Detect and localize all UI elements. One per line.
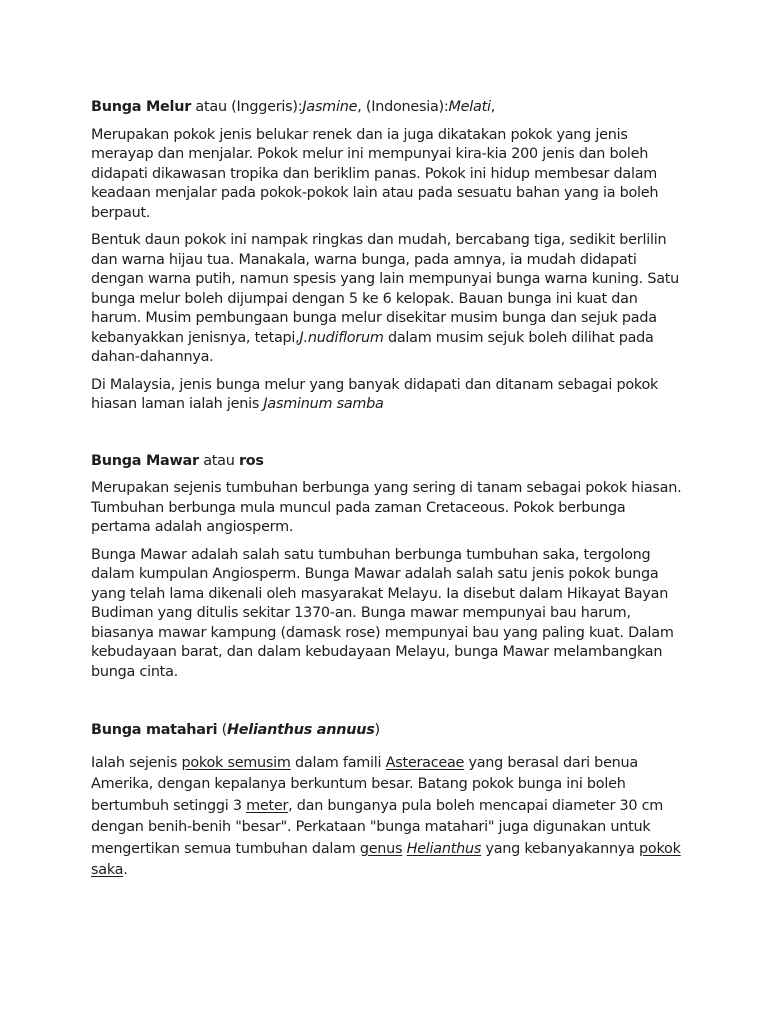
link-asteraceae[interactable]: Asteraceae: [385, 754, 465, 771]
section-spacer: [91, 423, 683, 452]
matahari-paragraph: [91, 753, 683, 882]
link-pokok-saka[interactable]: pokok saka: [91, 840, 681, 878]
link-meter[interactable]: meter: [246, 797, 289, 814]
link-genus[interactable]: genus: [359, 840, 403, 857]
melur-alias2-name: Melati: [448, 99, 491, 115]
melur-paragraph-3: [91, 376, 683, 415]
mawar-alias: atau: [198, 452, 239, 469]
link-pokok-semusim[interactable]: pokok semusim: [181, 754, 291, 771]
melur-alias1-name: Jasmine: [302, 99, 358, 115]
matahari-text: yang berasal dari benua Amerika, dengan kepalanya berkuntum besar. Batang pokok bunga ini boleh bertumbuh setinggi 3: [91, 754, 638, 814]
matahari-text: .: [123, 862, 128, 878]
melur-p2-text-a: Bentuk daun pokok ini nampak ringkas dan mudah, bercabang tiga, sedikit berlilin dan warna hijau tua. Manakala, warna bunga, pada amnya, ia mudah didapati dengan warna putih, namun spesis yang lain mempunyai bunga warna kuning. Satu bunga melur boleh dijumpai dengan 5 ke 6 kelopak. Bauan bunga ini kuat dan harum. Musim pembungaan bunga melur disekitar musim bunga dan sejuk pada kebanyakkan jenisnya, tetapi,: [91, 232, 680, 346]
melur-p2-species: J.nudiflorum: [299, 329, 384, 346]
melur-p3-text: Di Malaysia, jenis bunga melur yang banyak didapati dan ditanam sebagai pokok hiasan laman ialah jenis: [91, 376, 659, 412]
melur-heading: [91, 98, 683, 118]
melur-p2-text-b: dalam musim sejuk boleh dilihat pada dahan-dahannya.: [91, 329, 654, 365]
melur-alias-end: ,: [490, 99, 496, 115]
matahari-heading: [91, 720, 683, 742]
matahari-scientific-name: Helianthus annuus: [226, 722, 375, 738]
melur-paragraph-1: Merupakan pokok jenis belukar renek dan ia juga dikatakan pokok yang jenis merayap dan menjalar. Pokok melur ini mempunyai kira-kia 200 jenis dan boleh didapati dikawasan tropika dan beriklim panas. Pokok ini hidup membesar dalam keadaan menjalar pada pokok-pokok lain atau pada sesuatu bahan yang ia boleh berpaut.: [91, 126, 659, 221]
mawar-paragraph-2: Bunga Mawar adalah salah satu tumbuhan berbunga tumbuhan saka, tergolong dalam kumpulan Angiosperm. Bunga Mawar adalah salah satu jenis pokok bunga yang telah lama dikenali oleh masyarakat Melayu. Ia disebut dalam Hikayat Bayan Budiman yang ditulis sekitar 1370-an. Bunga mawar mempunyai bau harum, biasanya mawar kampung (damask rose) mempunyai bau yang paling kuat. Dalam kebudayaan barat, dan dalam kebudayaan Melayu, bunga Mawar melambangkan bunga cinta.: [91, 546, 674, 680]
matahari-text: Ialah sejenis: [91, 754, 182, 771]
matahari-paren-close: ): [374, 722, 380, 738]
document-body: [91, 98, 683, 890]
melur-title: Bunga Melur: [91, 99, 192, 115]
link-helianthus[interactable]: Helianthus: [406, 840, 482, 857]
matahari-section: [91, 720, 683, 882]
matahari-paren-open: (: [217, 722, 227, 738]
matahari-title: Bunga matahari: [91, 722, 218, 738]
melur-p3-species: Jasminum samba: [263, 396, 384, 412]
matahari-text: dalam famili: [290, 754, 386, 771]
matahari-text: , dan bunganya pula boleh mencapai diameter 30 cm dengan benih-benih "besar". Perkataan "bunga matahari" juga digunakan untuk mengertikan semua tumbuhan dalam: [91, 797, 664, 857]
melur-paragraph-2: [91, 231, 683, 368]
mawar-alias-name: ros: [238, 452, 264, 469]
melur-alias1: atau (Inggeris):: [191, 99, 303, 115]
mawar-heading: [91, 452, 683, 472]
section-spacer: [91, 690, 683, 720]
matahari-text: yang kebanyakannya: [481, 840, 639, 857]
mawar-paragraph-1: Merupakan sejenis tumbuhan berbunga yang sering di tanam sebagai pokok hiasan. Tumbuhan berbunga mula muncul pada zaman Cretaceous. Pokok berbunga pertama adalah angiosperm.: [91, 480, 682, 535]
mawar-title: Bunga Mawar: [91, 452, 199, 469]
melur-alias2: , (Indonesia):: [357, 99, 449, 115]
